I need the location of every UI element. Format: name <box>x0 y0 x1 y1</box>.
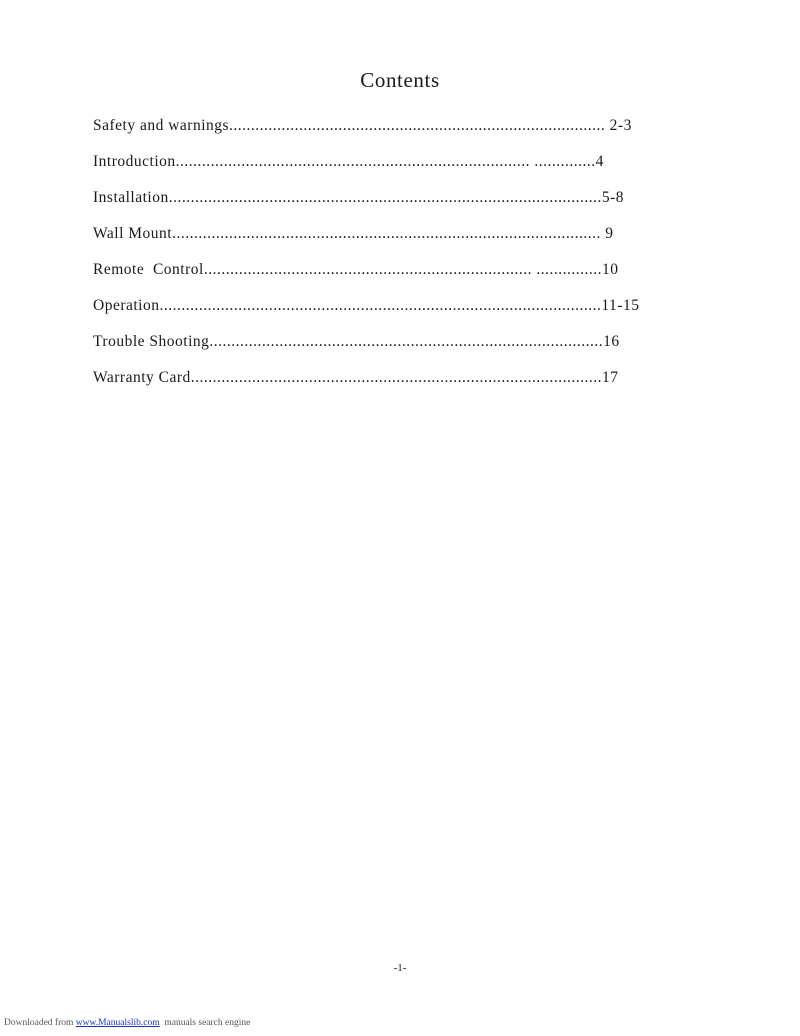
table-of-contents <box>93 115 733 403</box>
page-number: -1- <box>393 962 407 974</box>
page-title: Contents <box>360 68 440 92</box>
footer-suffix: manuals search engine <box>159 1018 251 1028</box>
toc-entry-safety-and-warnings: Safety and warnings...................................................................................... 2-3 <box>93 117 632 134</box>
toc-entry-warranty-card: Warranty Card..............................................................................................17 <box>93 369 619 386</box>
download-footer <box>4 1018 250 1028</box>
toc-entry-installation: Installation...................................................................................................5-8 <box>93 189 625 206</box>
toc-entry-remote-control: Remote Control........................................................................... ...............10 <box>93 261 619 278</box>
footer-prefix: Downloaded from <box>4 1018 76 1028</box>
toc-entry-wall-mount: Wall Mount.................................................................................................. 9 <box>93 225 614 242</box>
manualslib-link[interactable]: www.Manualslib.com <box>75 1018 160 1028</box>
toc-entry-operation: Operation.....................................................................................................11-15 <box>93 297 640 314</box>
toc-entry-introduction: Introduction................................................................................. ..............4 <box>93 153 604 170</box>
toc-entry-trouble-shooting: Trouble Shooting..........................................................................................16 <box>93 333 620 350</box>
